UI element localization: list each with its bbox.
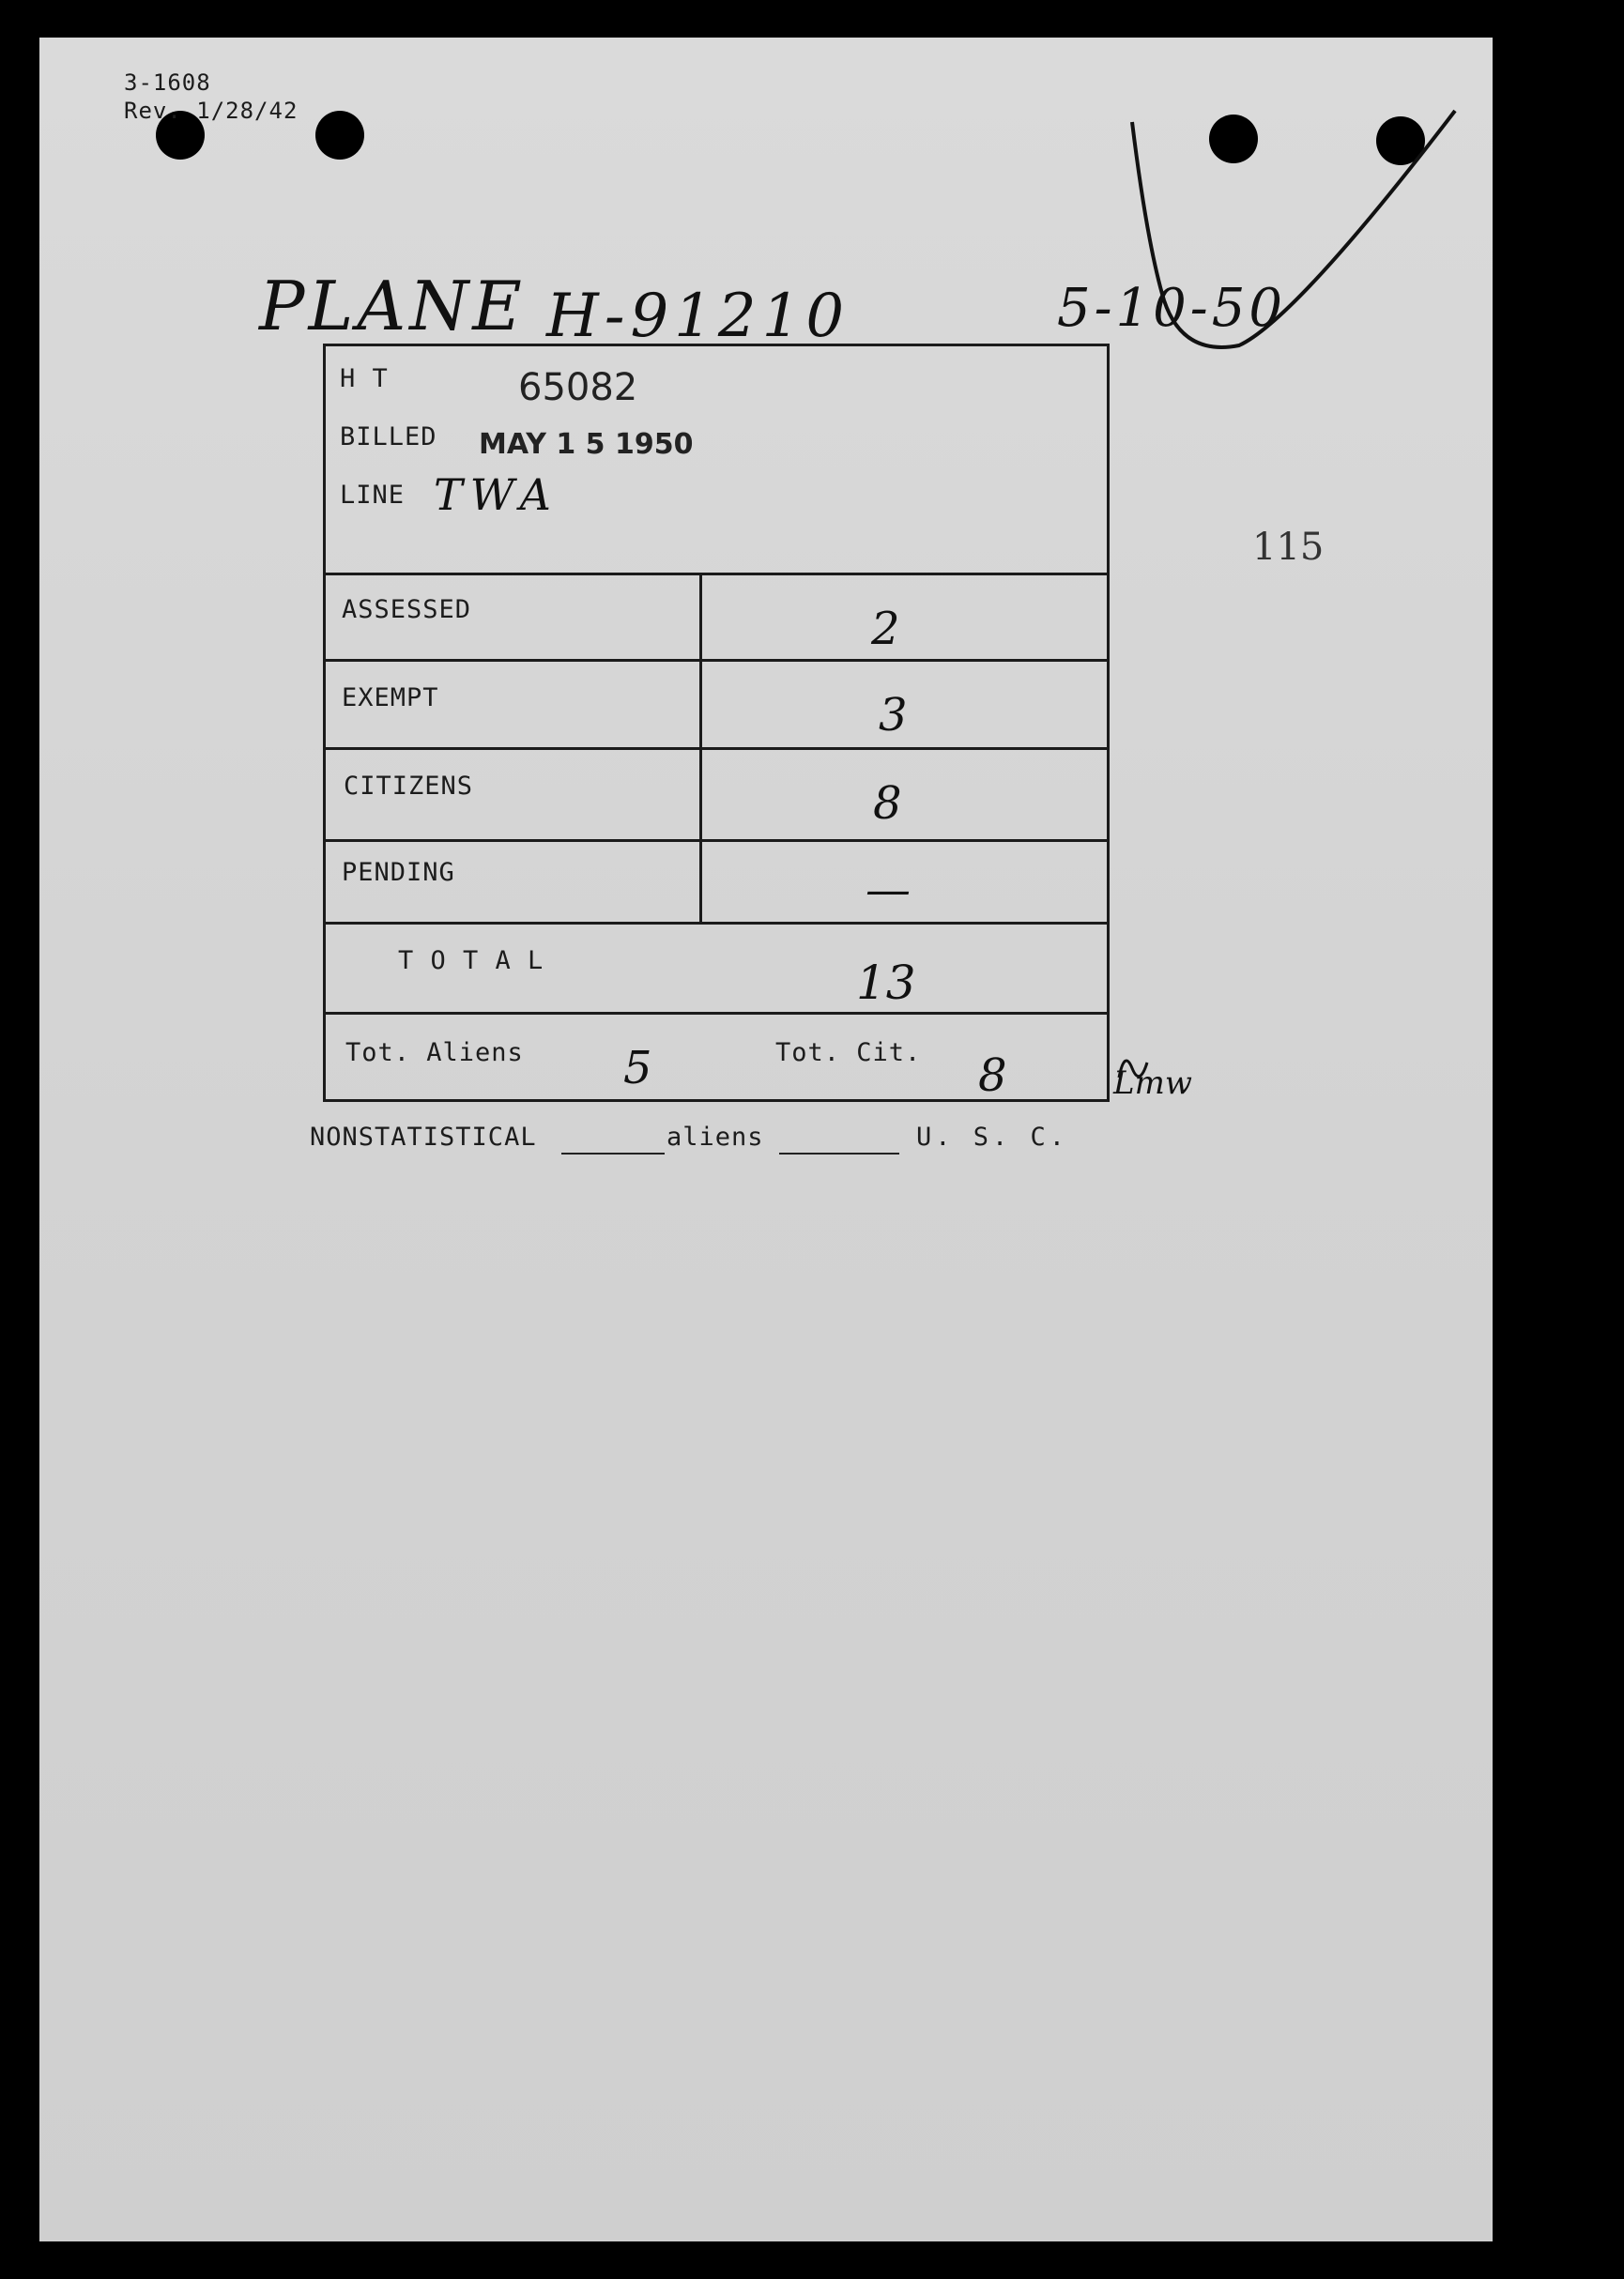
row-label-pending: PENDING bbox=[342, 858, 455, 887]
nonstatistical-label: NONSTATISTICAL bbox=[310, 1123, 537, 1152]
tot-cit-label: Tot. Cit. bbox=[775, 1038, 922, 1067]
form-revision: Rev. 1/28/42 bbox=[124, 98, 299, 124]
divider bbox=[323, 1012, 1110, 1015]
side-number: 115 bbox=[1252, 526, 1325, 569]
total-label: T O T A L bbox=[398, 946, 544, 975]
nonstatistical-blank bbox=[561, 1153, 665, 1155]
aliens-label: aliens bbox=[666, 1123, 764, 1152]
divider bbox=[323, 747, 1110, 750]
usc-label: U. S. C. bbox=[916, 1123, 1069, 1152]
divider bbox=[323, 659, 1110, 662]
total-value: 13 bbox=[856, 956, 916, 1010]
divider bbox=[323, 839, 1110, 842]
row-label-exempt: EXEMPT bbox=[342, 683, 439, 712]
column-divider bbox=[699, 574, 702, 924]
row-label-assessed: ASSESSED bbox=[342, 595, 472, 624]
row-label-citizens: CITIZENS bbox=[344, 772, 474, 801]
row-value-assessed: 2 bbox=[871, 603, 900, 655]
line-value: TWA bbox=[434, 469, 559, 520]
tot-aliens-value: 5 bbox=[623, 1042, 652, 1094]
plane-label: PLANE bbox=[259, 267, 526, 345]
billed-label: BILLED bbox=[340, 422, 437, 451]
plane-number: H-91210 bbox=[546, 282, 850, 351]
row-value-exempt: 3 bbox=[879, 689, 908, 742]
aliens-blank bbox=[779, 1153, 899, 1155]
line-label: LINE bbox=[340, 481, 406, 510]
tot-cit-value: 8 bbox=[978, 1049, 1007, 1102]
ht-number: 65082 bbox=[518, 366, 638, 409]
date-handwritten: 5-10-50 bbox=[1057, 278, 1286, 339]
divider bbox=[323, 573, 1110, 575]
billed-date-stamp: MAY 1 5 1950 bbox=[479, 428, 694, 461]
divider bbox=[323, 922, 1110, 925]
form-code: 3-1608 bbox=[124, 69, 211, 96]
ht-label: H T bbox=[340, 364, 389, 393]
row-value-pending: — bbox=[866, 864, 911, 916]
tot-aliens-label: Tot. Aliens bbox=[345, 1038, 524, 1067]
tally-form bbox=[323, 344, 1110, 1102]
initials: Lmw bbox=[1113, 1064, 1192, 1102]
row-value-citizens: 8 bbox=[873, 777, 902, 830]
